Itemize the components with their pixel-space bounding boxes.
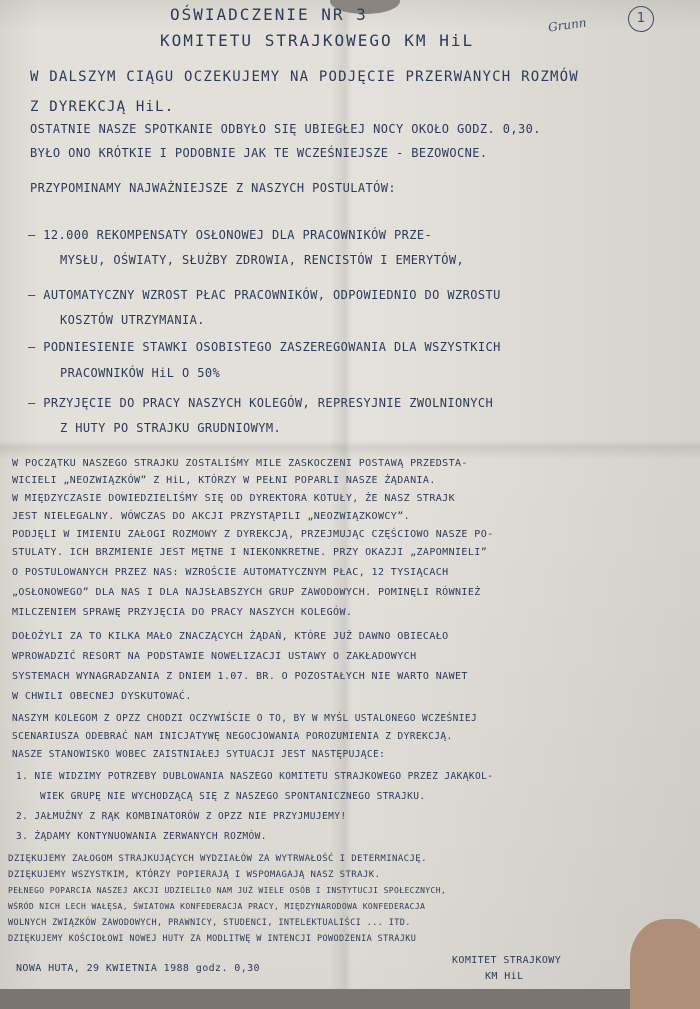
- intro-line: Z DYREKCJĄ HiL.: [30, 99, 175, 115]
- body-line: W MIĘDZYCZASIE DOWIEDZIELIŚMY SIĘ OD DYREKTORA KOTUŁY, ŻE NASZ STRAJK: [12, 493, 456, 504]
- body-line: „OSŁONOWEGO” DLA NAS I DLA NAJSŁABSZYCH GRUP ZAWODOWYCH. POMINĘLI RÓWNIEŻ: [12, 587, 481, 598]
- body-line: PODJĘLI W IMIENIU ZAŁOGI ROZMOWY Z DYREKCJĄ, PRZEJMUJĄC CZĘŚCIOWO NASZE PO-: [12, 529, 494, 540]
- body-line: NASZYM KOLEGOM Z OPZZ CHODZI OCZYWIŚCIE O TO, BY W MYŚL USTALONEGO WCZEŚNIEJ: [12, 713, 478, 724]
- body-line: W CHWILI OBECNEJ DYSKUTOWAĆ.: [12, 691, 192, 702]
- intro-line: OSTATNIE NASZE SPOTKANIE ODBYŁO SIĘ UBIEGŁEJ NOCY OKOŁO GODZ. 0,30.: [30, 122, 541, 136]
- signature-mark: Grunn: [547, 15, 588, 35]
- postulate-line: – PRZYJĘCIE DO PRACY NASZYCH KOLEGÓW, REPRESYJNIE ZWOLNIONYCH: [28, 396, 494, 410]
- thanks-line: DZIĘKUJEMY KOŚCIOŁOWI NOWEJ HUTY ZA MODLITWĘ W INTENCJI POWODZENIA STRAJKU: [8, 934, 417, 944]
- body-line: W POCZĄTKU NASZEGO STRAJKU ZOSTALIŚMY MILE ZASKOCZENI POSTAWĄ PRZEDSTA-: [12, 458, 468, 469]
- intro-line: W DALSZYM CIĄGU OCZEKUJEMY NA PODJĘCIE PRZERWANYCH ROZMÓW: [30, 69, 579, 85]
- body-line: O POSTULOWANYCH PRZEZ NAS: WZROŚCIE AUTOMATYCZNYM PŁAC, 12 TYSIĄCACH: [12, 567, 449, 578]
- postulate-line: KOSZTÓW UTRZYMANIA.: [60, 313, 205, 327]
- body-line: DOŁOŻYLI ZA TO KILKA MAŁO ZNACZĄCYCH ŻĄDAŃ, KTÓRE JUŻ DAWNO OBIECAŁO: [12, 631, 449, 642]
- postulate-line: – 12.000 REKOMPENSATY OSŁONOWEJ DLA PRACOWNIKÓW PRZE-: [28, 228, 433, 242]
- signed-by-line-1: KOMITET STRAJKOWY: [452, 955, 562, 966]
- body-line: WICIELI „NEOZWIĄZKÓW” Z HiL, KTÓRZY W PEŁNI POPARLI NASZE ŻĄDANIA.: [12, 475, 436, 486]
- title-line-1: OŚWIADCZENIE NR 3: [170, 5, 368, 24]
- postulate-line: – PODNIESIENIE STAWKI OSOBISTEGO ZASZEREGOWANIA DLA WSZYSTKICH: [28, 340, 501, 354]
- thanks-line: WŚRÓD NICH LECH WAŁĘSA, ŚWIATOWA KONFEDERACJA PRACY, MIĘDZYNARODOWA KONFEDERACJA: [8, 902, 426, 911]
- position-line: 3. ŻĄDAMY KONTYNUOWANIA ZERWANYCH ROZMÓW.: [16, 831, 267, 842]
- body-line: NASZE STANOWISKO WOBEC ZAISTNIAŁEJ SYTUACJI JEST NASTĘPUJĄCE:: [12, 749, 386, 760]
- position-line: 1. NIE WIDZIMY POTRZEBY DUBLOWANIA NASZEGO KOMITETU STRAJKOWEGO PRZEZ JAKĄKOL-: [16, 771, 494, 782]
- thanks-line: PEŁNEGO POPARCIA NASZEJ AKCJI UDZIELIŁO NAM JUŻ WIELE OSÓB I INSTYTUCJI SPOŁECZNYCH,: [8, 886, 447, 895]
- place-date: NOWA HUTA, 29 KWIETNIA 1988 godz. 0,30: [16, 963, 260, 974]
- holding-thumb: [630, 919, 700, 1009]
- postulate-line: Z HUTY PO STRAJKU GRUDNIOWYM.: [60, 421, 282, 435]
- position-line: 2. JAŁMUŻNY Z RĄK KOMBINATORÓW Z OPZZ NIE PRZYJMUJEMY!: [16, 811, 347, 822]
- body-line: MILCZENIEM SPRAWĘ PRZYJĘCIA DO PRACY NASZYCH KOLEGÓW.: [12, 607, 353, 618]
- body-line: JEST NIELEGALNY. WÓWCZAS DO AKCJI PRZYSTĄPILI „NEOZWIĄZKOWCY”.: [12, 511, 411, 522]
- intro-line: PRZYPOMINAMY NAJWAŻNIEJSZE Z NASZYCH POSTULATÓW:: [30, 181, 396, 195]
- page-number: 1: [628, 6, 654, 32]
- body-line: STULATY. ICH BRZMIENIE JEST MĘTNE I NIEKONKRETNE. PRZY OKAZJI „ZAPOMNIELI”: [12, 547, 488, 558]
- body-line: SCENARIUSZA ODEBRAĆ NAM INICJATYWĘ NEGOCJOWANIA POROZUMIENIA Z DYREKCJĄ.: [12, 731, 453, 742]
- thanks-line: DZIĘKUJEMY ZAŁOGOM STRAJKUJĄCYCH WYDZIAŁÓW ZA WYTRWAŁOŚĆ I DETERMINACJĘ.: [8, 854, 427, 864]
- thanks-line: WOLNYCH ZWIĄZKÓW ZAWODOWYCH, PRAWNICY, STUDENCI, INTELEKTUALIŚCI ... ITD.: [8, 918, 411, 928]
- signed-by-line-2: KM HiL: [485, 971, 524, 982]
- postulate-line: MYSŁU, OŚWIATY, SŁUŻBY ZDROWIA, RENCISTÓW I EMERYTÓW,: [60, 253, 465, 267]
- thanks-line: DZIĘKUJEMY WSZYSTKIM, KTÓRZY POPIERAJĄ I WSPOMAGAJĄ NASZ STRAJK.: [8, 870, 381, 880]
- title-line-2: KOMITETU STRAJKOWEGO KM HiL: [160, 31, 475, 50]
- body-line: WPROWADZIĆ RESORT NA PODSTAWIE NOWELIZACJI USTAWY O ZAKŁADOWYCH: [12, 651, 417, 662]
- body-line: SYSTEMACH WYNAGRADZANIA Z DNIEM 1.07. BR. O POZOSTAŁYCH NIE WARTO NAWET: [12, 671, 468, 682]
- intro-line: BYŁO ONO KRÓTKIE I PODOBNIE JAK TE WCZEŚNIEJSZE - BEZOWOCNE.: [30, 146, 488, 160]
- postulate-line: PRACOWNIKÓW HiL O 50%: [60, 366, 221, 380]
- postulate-line: – AUTOMATYCZNY WZROST PŁAC PRACOWNIKÓW, ODPOWIEDNIO DO WZROSTU: [28, 288, 501, 302]
- position-line: WIEK GRUPĘ NIE WYCHODZĄCĄ SIĘ Z NASZEGO SPONTANICZNEGO STRAJKU.: [40, 791, 426, 802]
